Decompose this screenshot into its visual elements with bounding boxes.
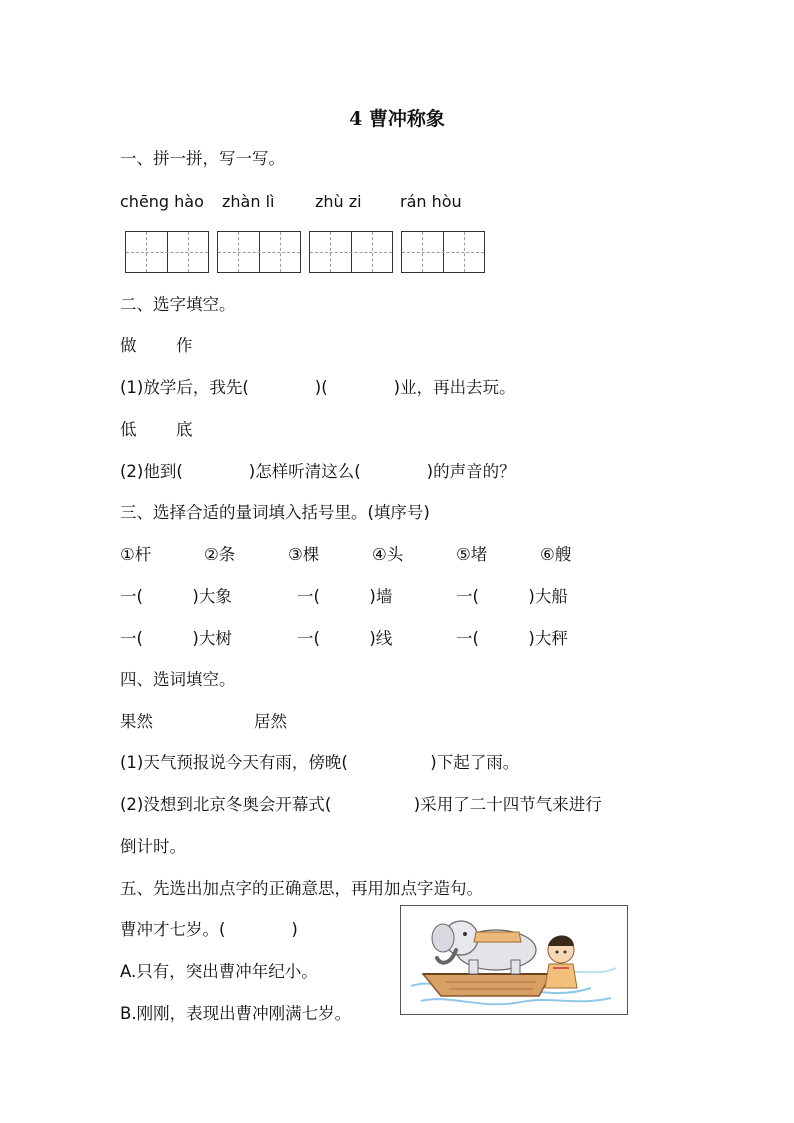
char-option-3: 低 <box>120 420 137 439</box>
section-4-heading: 四、选词填空。 <box>120 670 236 689</box>
pinyin-4: rán hòu <box>400 192 462 211</box>
pinyin-3: zhù zi <box>315 192 362 211</box>
writing-grid-1[interactable] <box>125 231 209 273</box>
measure-option-3: ③棵 <box>288 545 320 564</box>
sentence-5: 曹冲才七岁。( ) <box>120 920 298 939</box>
section-1-heading: 一、拼一拼，写一写。 <box>120 149 285 168</box>
measure-option-2: ②条 <box>204 545 236 564</box>
pinyin-1: chēng hào <box>120 192 204 211</box>
measure-blank-ship: 一( )大船 <box>456 587 568 606</box>
char-option-2: 作 <box>176 336 193 355</box>
measure-blank-tree: 一( )大树 <box>120 629 232 648</box>
word-option-2: 居然 <box>254 712 287 731</box>
writing-grid-4[interactable] <box>401 231 485 273</box>
char-option-1: 做 <box>120 336 137 355</box>
illustration-elephant-boat <box>400 905 628 1015</box>
measure-option-6: ⑥艘 <box>540 545 572 564</box>
writing-grid-2[interactable] <box>217 231 301 273</box>
measure-blank-wall: 一( )墙 <box>297 587 393 606</box>
char-option-4: 底 <box>176 420 193 439</box>
measure-blank-elephant: 一( )大象 <box>120 587 232 606</box>
option-b: B.刚刚，表现出曹冲刚满七岁。 <box>120 1004 352 1023</box>
word-option-1: 果然 <box>120 712 153 731</box>
measure-blank-scale: 一( )大秤 <box>456 629 568 648</box>
writing-grid-3[interactable] <box>309 231 393 273</box>
section-2-heading: 二、选字填空。 <box>120 295 236 314</box>
option-a: A.只有，突出曹冲年纪小。 <box>120 962 318 981</box>
measure-option-5: ⑤堵 <box>456 545 488 564</box>
page-title: 4 曹冲称象 <box>349 108 445 130</box>
question-2-1: (1)放学后，我先( )( )业，再出去玩。 <box>120 378 516 397</box>
section-5-heading: 五、先选出加点字的正确意思，再用加点字造句。 <box>120 879 483 898</box>
measure-option-4: ④头 <box>372 545 404 564</box>
question-2-2: (2)他到( )怎样听清这么( )的声音的？ <box>120 462 516 481</box>
section-3-heading: 三、选择合适的量词填入括号里。(填序号) <box>120 503 430 522</box>
question-4-2-cont: 倒计时。 <box>120 837 186 856</box>
question-4-2: (2)没想到北京冬奥会开幕式( )采用了二十四节气来进行 <box>120 795 602 814</box>
pinyin-2: zhàn lì <box>222 192 275 211</box>
measure-blank-thread: 一( )线 <box>297 629 393 648</box>
measure-option-1: ①杆 <box>120 545 152 564</box>
question-4-1: (1)天气预报说今天有雨，傍晚( )下起了雨。 <box>120 753 520 772</box>
